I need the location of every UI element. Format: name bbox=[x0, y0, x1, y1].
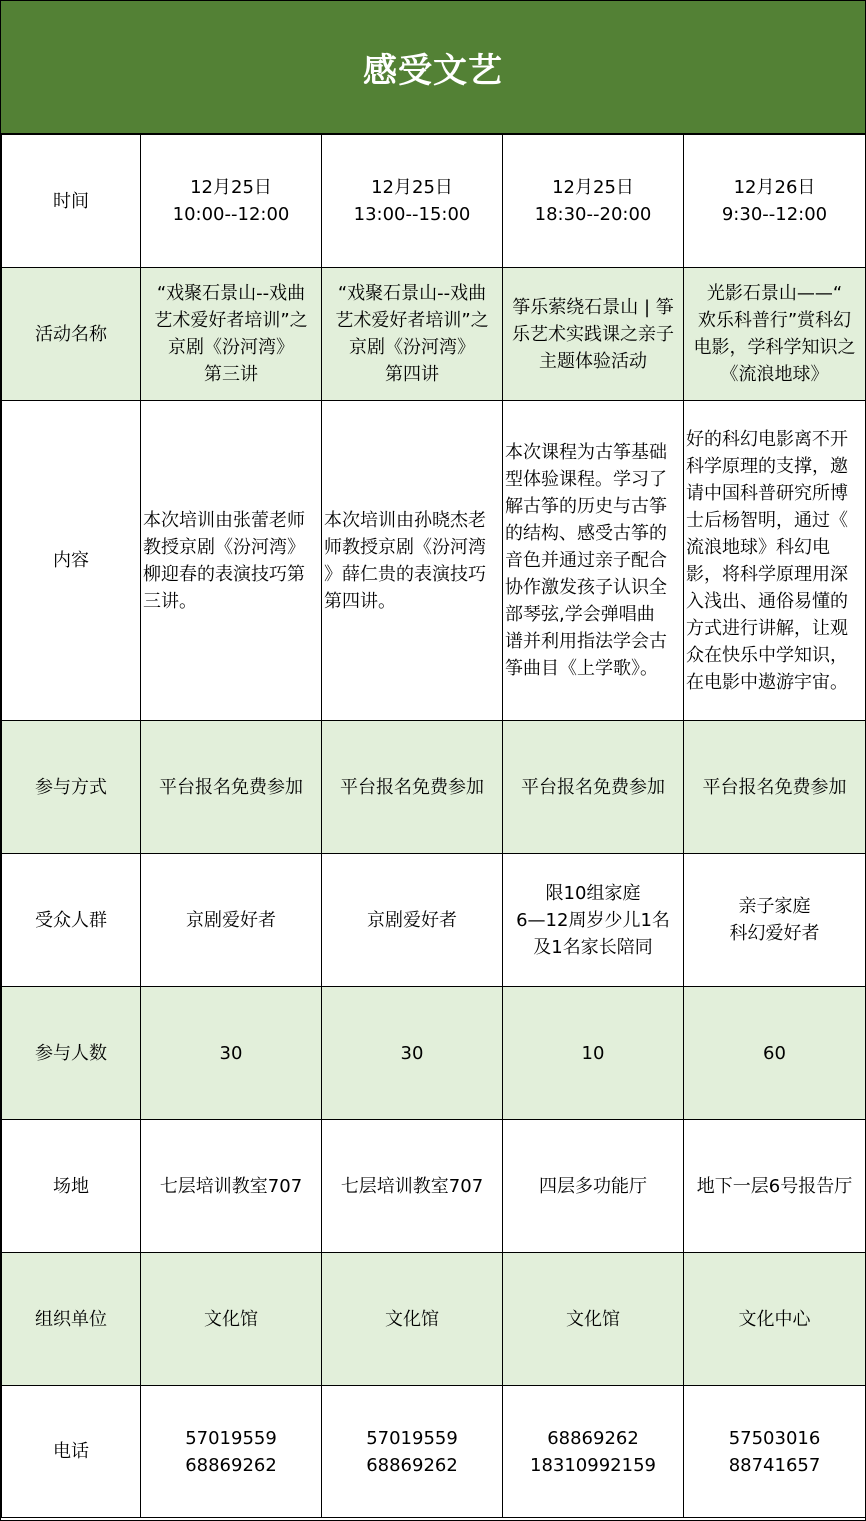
cell-line: 12月25日 bbox=[371, 177, 453, 198]
page-title: 感受文艺 bbox=[363, 50, 503, 91]
cell-line: 音色并通过亲子配合 bbox=[505, 550, 667, 571]
cell-line: 艺术爱好者培训”之 bbox=[335, 310, 489, 331]
cell-line: 的结构、感受古筝的 bbox=[505, 523, 667, 544]
cell-line: 平台报名免费参加 bbox=[340, 776, 484, 798]
time-cell bbox=[141, 135, 322, 268]
cell-line: “戏聚石景山--戏曲 bbox=[156, 283, 306, 304]
cell-line: 在电影中遨游宇宙。 bbox=[686, 671, 848, 693]
audience-cell bbox=[322, 854, 503, 987]
row-method bbox=[2, 721, 866, 854]
cell-line: 科幻爱好者 bbox=[729, 923, 820, 944]
org-cell bbox=[141, 1253, 322, 1386]
cell-line: 限10组家庭 bbox=[545, 882, 641, 904]
cell-line: 9:30--12:00 bbox=[721, 204, 828, 225]
content-cell bbox=[503, 401, 684, 721]
row-label-phone: 电话 bbox=[2, 1386, 141, 1518]
cell-line: 协作激发孩子认识全 bbox=[505, 577, 667, 598]
cell-line: 第四讲 bbox=[385, 364, 439, 385]
org-cell bbox=[322, 1253, 503, 1386]
method-cell bbox=[503, 721, 684, 854]
phone-cell bbox=[322, 1386, 503, 1518]
cell-line: 地下一层6号报告厅 bbox=[696, 1175, 853, 1197]
cell-line: 30 bbox=[400, 1042, 424, 1064]
org-cell bbox=[503, 1253, 684, 1386]
phone-cell bbox=[141, 1386, 322, 1518]
time-cell bbox=[322, 135, 503, 268]
cell-line: 教授京剧《汾河湾》 bbox=[143, 536, 305, 558]
row-content bbox=[2, 401, 866, 721]
cell-line: 科学原理的支撑，邀 bbox=[686, 455, 848, 477]
cell-line: 请中国科普研究所博 bbox=[686, 482, 848, 504]
cell-line: 文化中心 bbox=[738, 1308, 811, 1330]
schedule-table bbox=[1, 134, 866, 1518]
cell-line: 文化馆 bbox=[566, 1308, 620, 1330]
row-label-venue: 场地 bbox=[2, 1120, 141, 1253]
cell-line: 本次培训由孙晓杰老 bbox=[324, 509, 486, 531]
cell-line: 乐艺术实践课之亲子 bbox=[512, 323, 674, 345]
cell-line: 七层培训教室707 bbox=[340, 1175, 484, 1197]
row-label-content: 内容 bbox=[2, 401, 141, 721]
cell-line: 6—12周岁少儿1名 bbox=[516, 909, 670, 931]
cell-line: 文化馆 bbox=[385, 1308, 439, 1330]
cell-line: 师教授京剧《汾河湾 bbox=[324, 536, 486, 558]
method-cell bbox=[684, 721, 866, 854]
cell-line: 流浪地球》科幻电 bbox=[686, 536, 830, 558]
cell-line: 57503016 bbox=[728, 1427, 821, 1449]
cell-line: 光影石景山——“ bbox=[706, 283, 843, 304]
row-label-time: 时间 bbox=[2, 135, 141, 268]
row-time bbox=[2, 135, 866, 268]
cell-line: 10:00--12:00 bbox=[172, 204, 290, 225]
cell-line: 好的科幻电影离不开 bbox=[686, 428, 848, 450]
cell-line: 欢乐科普行”赏科幻 bbox=[697, 310, 852, 331]
row-label-method: 参与方式 bbox=[2, 721, 141, 854]
cell-line: 解古筝的历史与古筝 bbox=[505, 496, 667, 517]
cell-line: “戏聚石景山--戏曲 bbox=[337, 283, 487, 304]
cell-line: 本次培训由张蕾老师 bbox=[143, 509, 305, 531]
row-label-count: 参与人数 bbox=[2, 987, 141, 1120]
count-cell bbox=[141, 987, 322, 1120]
cell-line: 12月26日 bbox=[733, 177, 816, 198]
cell-line: 本次课程为古筝基础 bbox=[505, 442, 667, 463]
content-cell bbox=[322, 401, 503, 721]
method-cell bbox=[141, 721, 322, 854]
cell-line: 10 bbox=[581, 1042, 605, 1064]
row-label-org: 组织单位 bbox=[2, 1253, 141, 1386]
cell-line: 京剧《汾河湾》 bbox=[168, 337, 294, 358]
cell-line: 》薛仁贵的表演技巧 bbox=[324, 563, 486, 585]
cell-line: 士后杨智明，通过《 bbox=[686, 509, 848, 531]
venue-cell bbox=[141, 1120, 322, 1253]
phone-cell bbox=[503, 1386, 684, 1518]
cell-line: 柳迎春的表演技巧第 bbox=[143, 563, 305, 585]
cell-line: 七层培训教室707 bbox=[159, 1175, 303, 1197]
cell-line: 部琴弦,学会弹唱曲 bbox=[505, 604, 655, 625]
content-cell bbox=[141, 401, 322, 721]
venue-cell bbox=[503, 1120, 684, 1253]
cell-line: 60 bbox=[763, 1042, 786, 1064]
venue-cell bbox=[684, 1120, 866, 1253]
audience-cell bbox=[503, 854, 684, 987]
title-bar bbox=[1, 1, 865, 134]
cell-line: 及1名家长陪同 bbox=[533, 936, 653, 958]
content-cell bbox=[684, 401, 866, 721]
cell-line: 18:30--20:00 bbox=[534, 204, 652, 225]
time-cell bbox=[684, 135, 866, 268]
cell-line: 谱并利用指法学会古 bbox=[505, 631, 667, 652]
time-cell bbox=[503, 135, 684, 268]
cell-line: 88741657 bbox=[728, 1454, 821, 1476]
row-venue bbox=[2, 1120, 866, 1253]
cell-line: 12月25日 bbox=[190, 177, 272, 198]
cell-line: 57019559 bbox=[185, 1427, 277, 1449]
cell-line: 平台报名免费参加 bbox=[702, 776, 847, 798]
phone-cell bbox=[684, 1386, 866, 1518]
cell-line: 主题体验活动 bbox=[539, 350, 647, 372]
cell-line: 方式进行讲解，让观 bbox=[686, 617, 848, 639]
cell-line: 影，将科学原理用深 bbox=[686, 563, 848, 585]
cell-line: 第四讲。 bbox=[324, 590, 396, 612]
cell-line: 68869262 bbox=[547, 1427, 639, 1449]
activity-name-cell bbox=[684, 268, 866, 401]
cell-line: 入浅出、通俗易懂的 bbox=[686, 590, 848, 612]
cell-line: 京剧爱好者 bbox=[367, 909, 457, 931]
cell-line: 平台报名免费参加 bbox=[159, 776, 303, 798]
cell-line: 亲子家庭 bbox=[738, 896, 811, 917]
row-name bbox=[2, 268, 866, 401]
cell-line: 艺术爱好者培训”之 bbox=[154, 310, 308, 331]
row-label-audience: 受众人群 bbox=[2, 854, 141, 987]
count-cell bbox=[503, 987, 684, 1120]
row-org bbox=[2, 1253, 866, 1386]
cell-line: 68869262 bbox=[185, 1454, 277, 1476]
count-cell bbox=[684, 987, 866, 1120]
activity-name-cell bbox=[503, 268, 684, 401]
cell-line: 第三讲 bbox=[204, 364, 258, 385]
cell-line: 京剧爱好者 bbox=[186, 909, 276, 931]
row-count bbox=[2, 987, 866, 1120]
cell-line: 12月25日 bbox=[552, 177, 634, 198]
row-label-name: 活动名称 bbox=[2, 268, 141, 401]
activity-name-cell bbox=[322, 268, 503, 401]
cell-line: 三讲。 bbox=[143, 590, 197, 612]
cell-line: 京剧《汾河湾》 bbox=[349, 337, 475, 358]
count-cell bbox=[322, 987, 503, 1120]
cell-line: 筝曲目《上学歌》。 bbox=[505, 658, 658, 679]
cell-line: 68869262 bbox=[366, 1454, 458, 1476]
row-phone bbox=[2, 1386, 866, 1518]
cell-line: 13:00--15:00 bbox=[353, 204, 471, 225]
audience-cell bbox=[684, 854, 866, 987]
venue-cell bbox=[322, 1120, 503, 1253]
cell-line: 电影，学科学知识之 bbox=[693, 337, 856, 358]
cell-line: 《流浪地球》 bbox=[720, 364, 829, 385]
method-cell bbox=[322, 721, 503, 854]
cell-line: 18310992159 bbox=[530, 1454, 656, 1476]
cell-line: 型体验课程。学习了 bbox=[505, 469, 667, 490]
cell-line: 文化馆 bbox=[204, 1308, 258, 1330]
cell-line: 平台报名免费参加 bbox=[521, 776, 665, 798]
cell-line: 四层多功能厅 bbox=[539, 1175, 647, 1197]
audience-cell bbox=[141, 854, 322, 987]
cell-line: 30 bbox=[219, 1042, 243, 1064]
cell-line: 57019559 bbox=[366, 1427, 458, 1449]
cell-line: 筝乐萦绕石景山 | 筝 bbox=[512, 296, 674, 318]
cell-line: 众在快乐中学知识， bbox=[686, 644, 848, 666]
activity-name-cell bbox=[141, 268, 322, 401]
org-cell bbox=[684, 1253, 866, 1386]
row-audience bbox=[2, 854, 866, 987]
